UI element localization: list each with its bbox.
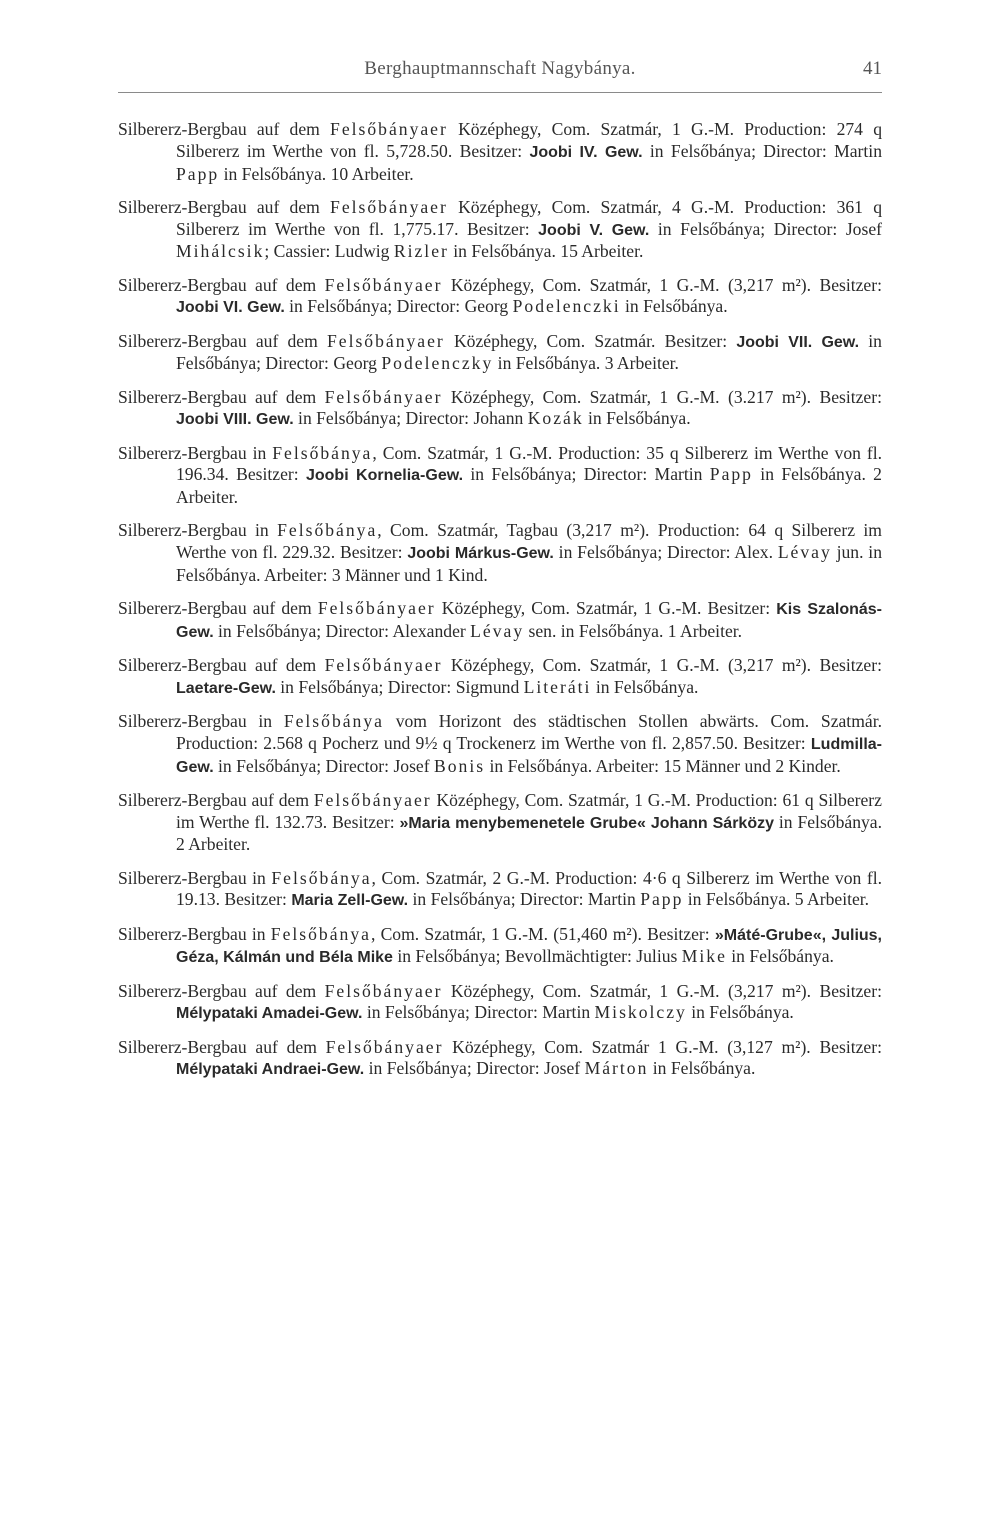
spaced-name: Felsőbányaer bbox=[325, 1036, 444, 1057]
entry-text: in Felsőbánya. 15 Arbeiter. bbox=[448, 241, 644, 262]
entry-text: in Felsőbánya; Director: Martin bbox=[463, 464, 710, 485]
mining-entry bbox=[118, 655, 882, 700]
mine-owner-name: »Máté-Grube«, Julius, Géza, Kálmán und Béla Mike bbox=[176, 926, 882, 967]
entry-text: Középhegy, Com. Szatmár, 4 G.-M. Production: 361 q Silbererz im Werthe von fl. 1,775.17. Besitzer: bbox=[176, 196, 882, 239]
entry-text: Középhegy, Com. Szatmár 1 G.-M. (3,127 m²). Besitzer: bbox=[443, 1036, 882, 1057]
spaced-name: Felsőbánya bbox=[283, 711, 384, 732]
spaced-name: Felsőbánya bbox=[270, 923, 371, 944]
entry-text: in Felsőbánya. 5 Arbeiter. bbox=[683, 889, 870, 910]
entry-text: in Felsőbánya; Bevollmächtigter: Julius bbox=[392, 946, 682, 967]
spaced-name: Miskolczy bbox=[594, 1002, 687, 1023]
entry-text: Silbererz-Bergbau auf dem bbox=[118, 980, 325, 1001]
entry-text: in Felsőbánya. bbox=[648, 1058, 756, 1079]
entry-text: Középhegy, Com. Szatmár, 1 G.-M. (3,217 m²). Besitzer: bbox=[442, 980, 882, 1001]
mining-entry bbox=[118, 598, 882, 644]
spaced-name: Felsőbányaer bbox=[324, 980, 443, 1001]
running-header bbox=[118, 58, 882, 88]
spaced-name: Felsőbányaer bbox=[330, 196, 448, 217]
mining-entry bbox=[118, 520, 882, 586]
spaced-name: Lévay bbox=[777, 542, 832, 563]
entry-text: Középhegy, Com. Szatmár, 1 G.-M. Production: 61 q Silbererz im Werthe fl. 132.73. Besitzer: bbox=[176, 789, 882, 832]
entry-text: Silbererz-Bergbau auf dem bbox=[118, 274, 325, 295]
entry-text: Silbererz-Bergbau auf dem bbox=[118, 598, 318, 619]
entry-text: Középhegy, Com. Szatmár, 1 G.-M. (3,217 m²). Besitzer: bbox=[442, 655, 882, 676]
spaced-name: Mihálcsik bbox=[176, 241, 265, 262]
entry-text: in Felsőbánya; Director: Martin bbox=[408, 889, 641, 910]
entry-text: in Felsőbánya. bbox=[583, 408, 691, 429]
entry-text: sen. in Felsőbánya. 1 Arbeiter. bbox=[524, 620, 743, 641]
mine-owner-name: Mélypataki Andraei-Gew. bbox=[176, 1061, 365, 1079]
entry-text: in Felsőbánya. bbox=[591, 676, 699, 697]
entry-text: Középhegy, Com. Szatmár. Besitzer: bbox=[444, 330, 737, 351]
entry-text: Középhegy, Com. Szatmár, 1 G.-M. (3,217 m²). Besitzer: bbox=[442, 274, 882, 295]
mine-owner-name: Joobi VII. Gew. bbox=[736, 333, 860, 351]
entry-text: , Com. Szatmár, 1 G.-M. Production: 35 q Silbererz im Werthe von fl. 196.34. Besitzer: bbox=[176, 442, 883, 485]
entry-text: in Felsőbánya; Director: Josef bbox=[649, 218, 882, 239]
entry-text: Silbererz-Bergbau auf dem bbox=[118, 789, 314, 810]
mining-entry bbox=[118, 275, 882, 320]
mine-owner-name: Ludmilla-Gew. bbox=[176, 735, 882, 776]
entry-text: Silbererz-Bergbau auf dem bbox=[118, 655, 325, 676]
header-rule bbox=[118, 92, 882, 93]
entry-text: in Felsőbánya. 3 Arbeiter. bbox=[493, 353, 679, 374]
entry-text: in Felsőbánya. bbox=[726, 946, 834, 967]
spaced-name: Felsőbányaer bbox=[313, 789, 432, 810]
mine-owner-name: »Maria menybemenetele Grube« Johann Sárközy bbox=[399, 814, 775, 832]
mine-owner-name: Maria Zell-Gew. bbox=[291, 892, 409, 910]
spaced-name: Felsőbánya bbox=[272, 442, 373, 463]
entry-text: Silbererz-Bergbau in bbox=[118, 711, 284, 732]
entry-text: ; Cassier: Ludwig bbox=[264, 241, 394, 262]
spaced-name: Felsőbányaer bbox=[324, 386, 443, 407]
entry-text: in Felsőbánya; Director: Josef bbox=[364, 1058, 585, 1079]
mining-entry bbox=[118, 197, 882, 263]
entry-text: in Felsőbánya. 2 Arbeiter. bbox=[176, 464, 882, 508]
entry-text: , Com. Szatmár, 2 G.-M. Production: 4·6 q Silbererz im Werthe von fl. 19.13. Besitzer: bbox=[176, 867, 882, 910]
entry-text: in Felsőbánya; Director: Georg bbox=[176, 330, 882, 374]
spaced-name: Felsőbánya bbox=[271, 867, 372, 888]
mine-owner-name: Joobi IV. Gew. bbox=[529, 143, 643, 161]
mining-entry bbox=[118, 331, 882, 376]
mining-entry bbox=[118, 868, 882, 913]
mine-owner-name: Joobi V. Gew. bbox=[538, 221, 650, 239]
spaced-name: Lévay bbox=[470, 620, 525, 641]
entry-text: in Felsőbánya; Director: Johann bbox=[293, 408, 528, 429]
entry-text: in Felsőbánya. 2 Arbeiter. bbox=[176, 811, 882, 855]
entry-text: Középhegy, Com. Szatmár, 1 G.-M. (3.217 m²). Besitzer: bbox=[442, 386, 882, 407]
mining-entry bbox=[118, 981, 882, 1026]
mine-owner-name: Joobi Kornelia-Gew. bbox=[305, 467, 464, 485]
entry-text: Silbererz-Bergbau in bbox=[118, 923, 271, 944]
spaced-name: Kozák bbox=[527, 408, 584, 429]
entry-text: in Felsőbánya; Director: Josef bbox=[213, 755, 435, 776]
spaced-name: Podelenczky bbox=[381, 353, 494, 374]
entry-text: Középhegy, Com. Szatmár, 1 G.-M. Besitzer: bbox=[435, 598, 777, 619]
mining-entry bbox=[118, 1037, 882, 1082]
mining-entry bbox=[118, 924, 882, 970]
spaced-name: Felsőbányaer bbox=[324, 274, 443, 295]
mine-owner-name: Joobi VI. Gew. bbox=[176, 299, 285, 317]
spaced-name: Felsőbányaer bbox=[317, 598, 436, 619]
mine-owner-name: Joobi VIII. Gew. bbox=[176, 411, 294, 429]
spaced-name: Mike bbox=[681, 946, 727, 967]
mine-owner-name: Kis Szalonás-Gew. bbox=[176, 601, 883, 641]
spaced-name: Bonis bbox=[434, 755, 486, 776]
entry-text: in Felsőbánya. bbox=[686, 1002, 794, 1023]
mining-entry bbox=[118, 443, 882, 509]
entry-text: in Felsőbánya; Director: Martin bbox=[642, 140, 882, 161]
entry-text: Silbererz-Bergbau auf dem bbox=[118, 1036, 326, 1057]
entry-text: Középhegy, Com. Szatmár, 1 G.-M. Production: 274 q Silbererz im Werthe von fl. 5,728.50. Besitzer: bbox=[176, 119, 882, 161]
mine-owner-name: Laetare-Gew. bbox=[176, 679, 276, 697]
entry-text: Silbererz-Bergbau auf dem bbox=[118, 196, 331, 217]
entry-text: in Felsőbánya. bbox=[620, 296, 728, 317]
spaced-name: Podelenczki bbox=[512, 296, 621, 317]
entry-text: in Felsőbánya; Director: Alex. bbox=[553, 542, 778, 563]
entry-text: in Felsőbánya; Director: Martin bbox=[362, 1002, 595, 1023]
spaced-name: Papp bbox=[640, 889, 684, 910]
mining-entry bbox=[118, 387, 882, 432]
entry-text: in Felsőbánya; Director: Alexander bbox=[213, 620, 471, 641]
spaced-name: Márton bbox=[584, 1058, 649, 1079]
entry-text: in Felsőbánya; Director: Sigmund bbox=[275, 676, 524, 697]
page-number: 41 bbox=[863, 58, 882, 79]
mining-entries-list bbox=[118, 119, 882, 1081]
mining-entry bbox=[118, 711, 882, 778]
entry-text: jun. in Felsőbánya. Arbeiter: 3 Männer und 1 Kind. bbox=[176, 542, 882, 585]
spaced-name: Rizler bbox=[393, 241, 449, 262]
header-title: Berghauptmannschaft Nagybánya. bbox=[364, 58, 636, 79]
spaced-name: Papp bbox=[176, 163, 220, 184]
mine-owner-name: Joobi Márkus-Gew. bbox=[407, 545, 554, 563]
entry-text: Silbererz-Bergbau auf dem bbox=[118, 330, 327, 351]
entry-text: in Felsőbánya. Arbeiter: 15 Männer und 2 Kinder. bbox=[485, 755, 841, 776]
entry-text: , Com. Szatmár, 1 G.-M. (51,460 m²). Besitzer: bbox=[370, 923, 715, 944]
mine-owner-name: Mélypataki Amadei-Gew. bbox=[176, 1005, 363, 1023]
mining-entry bbox=[118, 790, 882, 856]
spaced-name: Felsőbányaer bbox=[324, 655, 443, 676]
entry-text: in Felsőbánya; Director: Georg bbox=[284, 296, 513, 317]
spaced-name: Felsőbánya bbox=[277, 520, 378, 541]
spaced-name: Felsőbányaer bbox=[326, 330, 445, 351]
entry-text: Silbererz-Bergbau in bbox=[118, 520, 278, 541]
entry-text: vom Horizont des städtischen Stollen abwärts. Com. Szatmár. Production: 2.568 q Pocherz und 9½ q Trockenerz im Werthe von fl. 2,857.50. Besitzer: bbox=[176, 711, 882, 753]
spaced-name: Papp bbox=[709, 464, 753, 485]
entry-text: Silbererz-Bergbau in bbox=[118, 867, 272, 888]
entry-text: Silbererz-Bergbau auf dem bbox=[118, 119, 331, 139]
entry-text: Silbererz-Bergbau in bbox=[118, 442, 273, 463]
spaced-name: Literáti bbox=[523, 676, 592, 697]
entry-text: , Com. Szatmár, Tagbau (3,217 m²). Production: 64 q Silbererz im Werthe von fl. 229.32. Besitzer: bbox=[176, 520, 882, 563]
spaced-name: Felsőbányaer bbox=[330, 119, 448, 139]
entry-text: in Felsőbánya. 10 Arbeiter. bbox=[219, 163, 414, 184]
entry-text: Silbererz-Bergbau auf dem bbox=[118, 386, 325, 407]
mining-entry bbox=[118, 119, 882, 185]
